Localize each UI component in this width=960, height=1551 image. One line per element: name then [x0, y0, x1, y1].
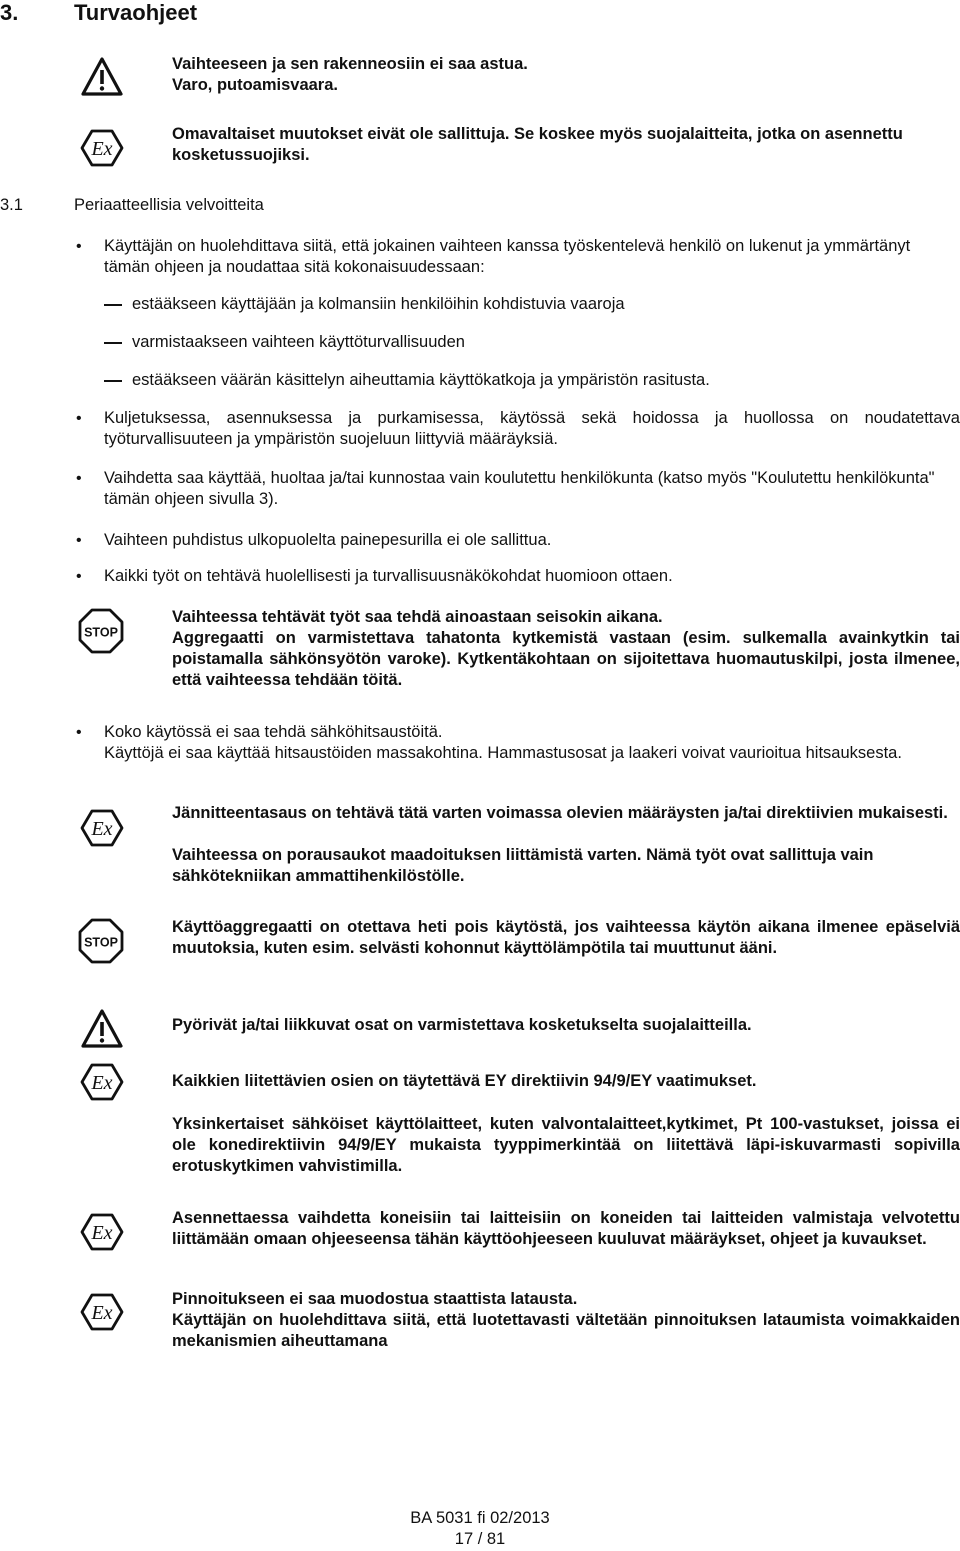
bullet-text-5: Kaikki työt on tehtävä huolellisesti ja turvallisuusnäkökohdat huomioon ottaen.: [104, 567, 673, 585]
warning-triangle-icon: [80, 1008, 124, 1050]
svg-text:Ex: Ex: [91, 1222, 113, 1244]
warning-text-1: [172, 54, 960, 96]
svg-text:Ex: Ex: [91, 818, 113, 840]
ex-explosion-icon: [80, 1212, 124, 1252]
ex-explosion-icon: [80, 1292, 124, 1332]
ex-explosion-icon: [80, 128, 124, 168]
ex-text-1: Omavaltaiset muutokset eivät ole sallittuja. Se koskee myös suojalaitteita, jotka on asennettu kosketussuojiksi.: [172, 125, 903, 164]
bullet-text-4: Vaihteen puhdistus ulkopuolelta painepesurilla ei ole sallittua.: [104, 531, 552, 549]
dash-item: estääkseen käyttäjään ja kolmansiin henkilöihin kohdistuvia vaaroja: [132, 295, 625, 313]
stop-text-2: Käyttöaggregaatti on otettava heti pois käytöstä, jos vaihteessa käytön aikana ilmenee epäselviä muutoksia, kuten esim. selvästi kohonnut käyttölämpötila tai muuttunut ääni.: [172, 918, 960, 957]
warning-line: Varo, putoamisvaara.: [172, 76, 338, 94]
ex-text-3b: Yksinkertaiset sähköiset käyttölaitteet, kuten valvontalaitteet,kytkimet, Pt 100-vastukset, joissa ei ole konedirektiivin 94/9/EY mukaista tyyppimerkintää on liitettävä läpi-iskuvarmasti sopivilla erotuskytkimen vahvistimilla.: [172, 1115, 960, 1175]
ex-text-2a: Jännitteentasaus on tehtävä tätä varten voimassa olevien määräysten ja/tai direktiivien mukaisesti.: [172, 804, 948, 822]
dash-item: estääkseen väärän käsittelyn aiheuttamia käyttökatkoja ja ympäristön rasitusta.: [132, 371, 710, 389]
ex-text-5-line: Pinnoitukseen ei saa muodostua staattista latausta.: [172, 1290, 578, 1308]
bullet-marker: •: [76, 568, 82, 585]
stop-label: STOP: [84, 625, 118, 640]
bullet-marker: •: [76, 238, 82, 255]
dash-marker: [104, 304, 122, 306]
bullet-text-1: Käyttäjän on huolehdittava siitä, että jokainen vaihteen kanssa työskentelevä henkilö on lukenut ja ymmärtänyt tämän ohjeen ja noudattaa sitä kokonaisuudessaan:: [104, 237, 911, 276]
dash-item: varmistaakseen vaihteen käyttöturvallisuuden: [132, 333, 465, 351]
stop-text-1-line: Vaihteessa tehtävät työt saa tehdä ainoastaan seisokin aikana.: [172, 608, 663, 626]
warning-triangle-icon: [80, 56, 124, 98]
bullet-marker: •: [76, 724, 82, 741]
subsection-heading: [0, 196, 264, 215]
subsection-title: Periaatteellisia velvoitteita: [74, 196, 264, 214]
bullet-marker: •: [76, 410, 82, 427]
bullet-text-2: Kuljetuksessa, asennuksessa ja purkamisessa, käytössä sekä hoidossa ja huollossa on noudatettava työturvallisuuteen ja ympäristön suojeluun liittyviä määräyksiä.: [104, 409, 960, 448]
stop-sign-icon: [78, 608, 124, 654]
dash-marker: [104, 380, 122, 382]
ex-text-5: Käyttäjän on huolehdittava siitä, että luotettavasti vältetään pinnoituksen lataumista voimakkaiden mekanismien aiheuttamana: [172, 1311, 960, 1350]
page-number: 17 / 81: [454, 1530, 506, 1548]
svg-text:Ex: Ex: [91, 138, 113, 160]
ex-text-3: Kaikkien liitettävien osien on täytettävä EY direktiivin 94/9/EY vaatimukset.: [172, 1072, 757, 1090]
svg-text:Ex: Ex: [91, 1072, 113, 1094]
section-number: 3.: [0, 0, 19, 25]
bullet-text-6: Käyttöjä ei saa käyttää hitsaustöiden massakohtina. Hammastusosat ja laakeri voivat vaurioitua hitsauksesta.: [104, 744, 902, 762]
bullet-marker: •: [76, 470, 82, 487]
section-heading: [0, 0, 197, 26]
warning-line: Vaihteeseen ja sen rakenneosiin ei saa astua.: [172, 55, 528, 73]
stop-label: STOP: [84, 935, 118, 950]
stop-text-1: Aggregaatti on varmistettava tahatonta kytkemistä vastaan (esim. sulkemalla avainkytkin tai poistamalla sähkönsyötön varoke). Kytkentäkohtaan on sijoitettava huomautuskilpi, josta ilmenee, että vaihteessa tehdään töitä.: [172, 629, 960, 689]
bullet-text-6-line: Koko käytössä ei saa tehdä sähköhitsaustöitä.: [104, 723, 443, 741]
bullet-text-3: Vaihdetta saa käyttää, huoltaa ja/tai kunnostaa vain koulutettu henkilökunta (katso myös "Koulutettu henkilökunta" tämän ohjeen sivulla 3).: [104, 469, 935, 508]
section-title: Turvaohjeet: [74, 0, 198, 25]
stop-sign-icon: [78, 918, 124, 964]
page-footer: [0, 1508, 960, 1550]
ex-explosion-icon: [80, 808, 124, 848]
ex-explosion-icon: [80, 1062, 124, 1102]
doc-reference: BA 5031 fi 02/2013: [410, 1509, 550, 1527]
svg-text:Ex: Ex: [91, 1302, 113, 1324]
bullet-marker: •: [76, 532, 82, 549]
ex-text-2b: Vaihteessa on porausaukot maadoituksen liittämistä varten. Nämä työt ovat sallittuja vain sähkötekniikan ammattihenkilöstölle.: [172, 846, 874, 885]
subsection-number: 3.1: [0, 196, 23, 214]
dash-marker: [104, 342, 122, 344]
ex-text-4: Asennettaessa vaihdetta koneisiin tai laitteisiin on koneiden tai laitteiden valmistaja velvotettu liittämään omaan ohjeeseensa tähän käyttöohjeeseen kuuluvat määräykset, ohjeet ja kuvaukset.: [172, 1209, 960, 1248]
warning-text-2: Pyörivät ja/tai liikkuvat osat on varmistettava kosketukselta suojalaitteilla.: [172, 1016, 752, 1034]
